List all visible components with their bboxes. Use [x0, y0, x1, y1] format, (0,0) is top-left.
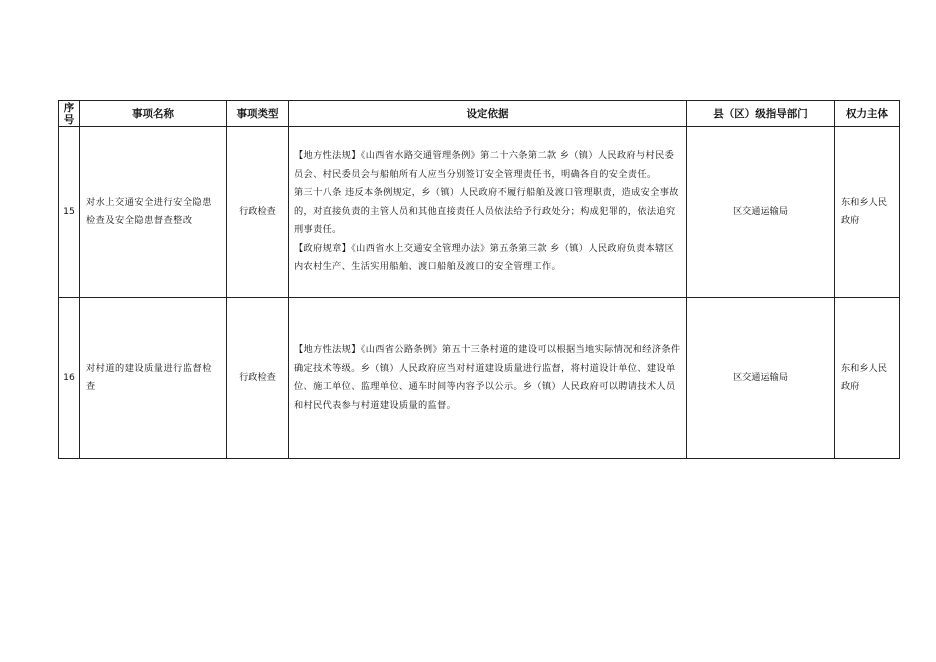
table-row — [59, 298, 900, 459]
matter-type: 行政检查 — [227, 127, 289, 298]
basis-paragraph: 第三十八条 违反本条例规定，乡（镇）人民政府不履行船舶及渡口管理职责，造成安全事故的，对直接负责的主管人员和其他直接责任人员依法给予行政处分；构成犯罪的，依法追究刑事责任。 — [294, 187, 679, 236]
header-subject: 权力主体 — [835, 101, 900, 127]
table-row — [59, 127, 900, 298]
header-type: 事项类型 — [227, 101, 289, 127]
legal-basis — [289, 298, 687, 459]
matter-name: 对村道的建设质量进行监督检查 — [80, 298, 227, 459]
header-name: 事项名称 — [80, 101, 227, 127]
basis-paragraph: 【地方性法规】《山西省水路交通管理条例》第二十六条第二款 乡（镇）人民政府与村民委员会、村民委员会与船舶所有人应当分别签订安全管理责任书，明确各自的安全责任。 — [294, 150, 675, 180]
guiding-department: 区交通运输局 — [687, 298, 835, 459]
authority-subject: 东和乡人民政府 — [835, 298, 900, 459]
matters-table — [58, 100, 900, 459]
matter-name: 对水上交通安全进行安全隐患检查及安全隐患督查整改 — [80, 127, 227, 298]
row-number: 15 — [59, 127, 80, 298]
row-number: 16 — [59, 298, 80, 459]
header-row — [59, 101, 900, 127]
matter-type: 行政检查 — [227, 298, 289, 459]
header-no: 序号 — [59, 101, 80, 127]
guiding-department: 区交通运输局 — [687, 127, 835, 298]
authority-subject: 东和乡人民政府 — [835, 127, 900, 298]
legal-basis — [289, 127, 687, 298]
basis-paragraph: 【政府规章】《山西省水上交通安全管理办法》第五条第三款 乡（镇）人民政府负责本辖区内农村生产、生活实用船舶、渡口船舶及渡口的安全管理工作。 — [294, 242, 675, 273]
header-dept: 县（区）级指导部门 — [687, 101, 835, 127]
header-basis: 设定依据 — [289, 101, 687, 127]
basis-paragraph: 【地方性法规】《山西省公路条例》第五十三条村道的建设可以根据当地实际情况和经济条件确定技术等级。乡（镇）人民政府应当对村道建设质量进行监督，将村道设计单位、建设单位、施工单位、监理单位、通车时间等内容予以公示。乡（镇）人民政府可以聘请技术人员和村民代表参与村道建设质量的监督。 — [294, 344, 681, 411]
